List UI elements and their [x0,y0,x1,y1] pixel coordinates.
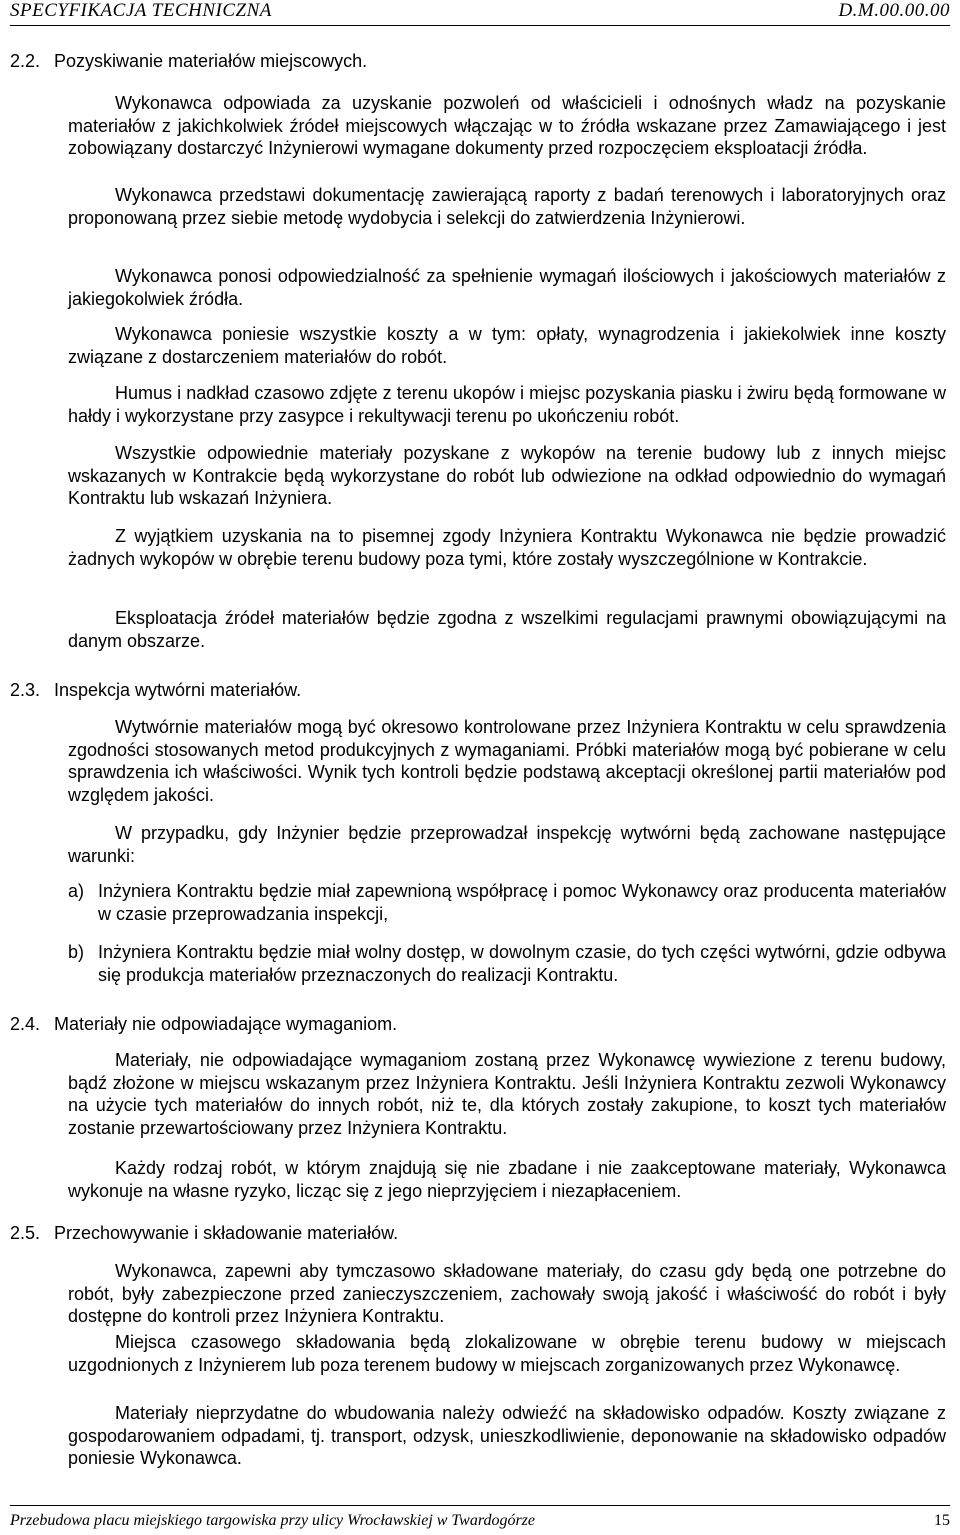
paragraph: Wykonawca odpowiada za uzyskanie pozwoleń od właścicieli i odnośnych władz na pozyskanie materiałów z jakichkolwiek źródeł miejscowych włączając w to źródła wskazane przez Zamawiającego i jest zobowiązany dostarczyć Inżynierowi wymagane dokumenty przed rozpoczęciem eksploatacji źródła. [68,93,946,158]
header-document-type: SPECYFIKACJA TECHNICZNA [10,0,272,21]
section-title: Materiały nie odpowiadające wymaganiom. [54,1014,398,1034]
paragraph: Wykonawca przedstawi dokumentację zawierającą raporty z badań terenowych i laboratoryjnych oraz proponowaną przez siebie metodę wydobycia i selekcji do zatwierdzenia Inżynierowi. [68,185,946,228]
paragraph: Materiały nieprzydatne do wbudowania należy odwieźć na składowisko odpadów. Koszty związane z gospodarowaniem odpadami, tj. transport, odzysk, unieszkodliwienie, deponowanie na składowisko odpadów poniesie Wykonawca. [68,1403,946,1468]
page-header [10,0,950,22]
list-item [68,880,946,926]
section-title: Przechowywanie i składowanie materiałów. [54,1223,399,1243]
footer-project-title: Przebudowa placu miejskiego targowiska przy ulicy Wrocławskiej w Twardogórze [10,1512,535,1529]
list-item-text: Inżyniera Kontraktu będzie miał zapewnioną współpracę i pomoc Wykonawcy oraz producenta materiałów w czasie przeprowadzania inspekcji, [98,881,946,924]
paragraph: Eksploatacja źródeł materiałów będzie zgodna z wszelkimi regulacjami prawnymi obowiązującymi na danym obszarze. [68,608,946,651]
section-title: Pozyskiwanie materiałów miejscowych. [54,51,368,71]
list-marker: a) [68,881,85,901]
section-heading-2-4 [10,1013,397,1035]
paragraph: Wykonawca poniesie wszystkie koszty a w tym: opłaty, wynagrodzenia i jakiekolwiek inne koszty związane z dostarczeniem materiałów do robót. [68,324,946,367]
section-title: Inspekcja wytwórni materiałów. [54,680,302,700]
paragraph: Humus i nadkład czasowo zdjęte z terenu ukopów i miejsc pozyskania piasku i żwiru będą formowane w hałdy i wykorzystane przy zasypce i rekultywacji terenu po ukończeniu robót. [68,383,946,426]
section-number: 2.5. [10,1223,41,1243]
paragraph: Miejsca czasowego składowania będą zlokalizowane w obrębie terenu budowy w miejscach uzgodnionych z Inżynierem lub poza terenem budowy w miejscach zorganizowanych przez Wykonawcę. [68,1332,946,1375]
list-item [68,941,946,987]
section-number: 2.4. [10,1014,41,1034]
section-number: 2.3. [10,680,41,700]
paragraph: Wykonawca, zapewni aby tymczasowo składowane materiały, do czasu gdy będą one potrzebne do robót, były zabezpieczone przed zanieczyszczeniem, zachowały swoją jakość i właściwość do robót i były dostępne do kontroli przez Inżyniera Kontraktu. [68,1261,946,1326]
page-number: 15 [934,1512,950,1529]
paragraph: Wszystkie odpowiednie materiały pozyskane z wykopów na terenie budowy lub z innych miejsc wskazanych w Kontrakcie będą wykorzystane do robót lub odwiezione na odkład odpowiednio do wymagań Kontraktu lub wskazań Inżyniera. [68,443,946,508]
header-document-code: D.M.00.00.00 [838,0,950,21]
paragraph: Wytwórnie materiałów mogą być okresowo kontrolowane przez Inżyniera Kontraktu w celu sprawdzenia zgodności stosowanych metod produkcyjnych z wymaganiami. Próbki materiałów mogą być pobierane w celu sprawdzenia ich właściwości. Wynik tych kontroli będzie podstawą akceptacji określonej partii materiałów pod względem jakości. [68,717,946,805]
paragraph: Wykonawca ponosi odpowiedzialność za spełnienie wymagań ilościowych i jakościowych materiałów z jakiegokolwiek źródła. [68,266,946,309]
list-marker: b) [68,942,85,962]
footer-rule [10,1505,950,1506]
paragraph: Z wyjątkiem uzyskania na to pisemnej zgody Inżyniera Kontraktu Wykonawca nie będzie prowadzić żadnych wykopów w obrębie terenu budowy poza tymi, które zostały wyszczególnione w Kontrakcie. [68,526,946,569]
header-rule [10,25,950,26]
paragraph: Materiały, nie odpowiadające wymaganiom zostaną przez Wykonawcę wywiezione z terenu budowy, bądź złożone w miejscu wskazanym przez Inżyniera Kontraktu. Jeśli Inżyniera Kontraktu zezwoli Wykonawcy na użycie tych materiałów do innych robót, niż te, dla których zostały zakupione, to koszt tych materiałów zostanie przewartościowany przez Inżyniera Kontraktu. [68,1050,946,1138]
list-item-text: Inżyniera Kontraktu będzie miał wolny dostęp, w dowolnym czasie, do tych części wytwórni, gdzie odbywa się produkcja materiałów przeznaczonych do realizacji Kontraktu. [98,942,946,985]
section-number: 2.2. [10,51,41,71]
section-heading-2-5 [10,1222,398,1244]
section-heading-2-3 [10,679,301,701]
paragraph: Każdy rodzaj robót, w którym znajdują się nie zbadane i nie zaakceptowane materiały, Wykonawca wykonuje na własne ryzyko, licząc się z jego nieprzyjęciem i niezapłaceniem. [68,1158,946,1201]
section-heading-2-2 [10,50,367,72]
paragraph: W przypadku, gdy Inżynier będzie przeprowadzał inspekcję wytwórni będą zachowane następujące warunki: [68,823,946,866]
page-footer [10,1512,950,1532]
